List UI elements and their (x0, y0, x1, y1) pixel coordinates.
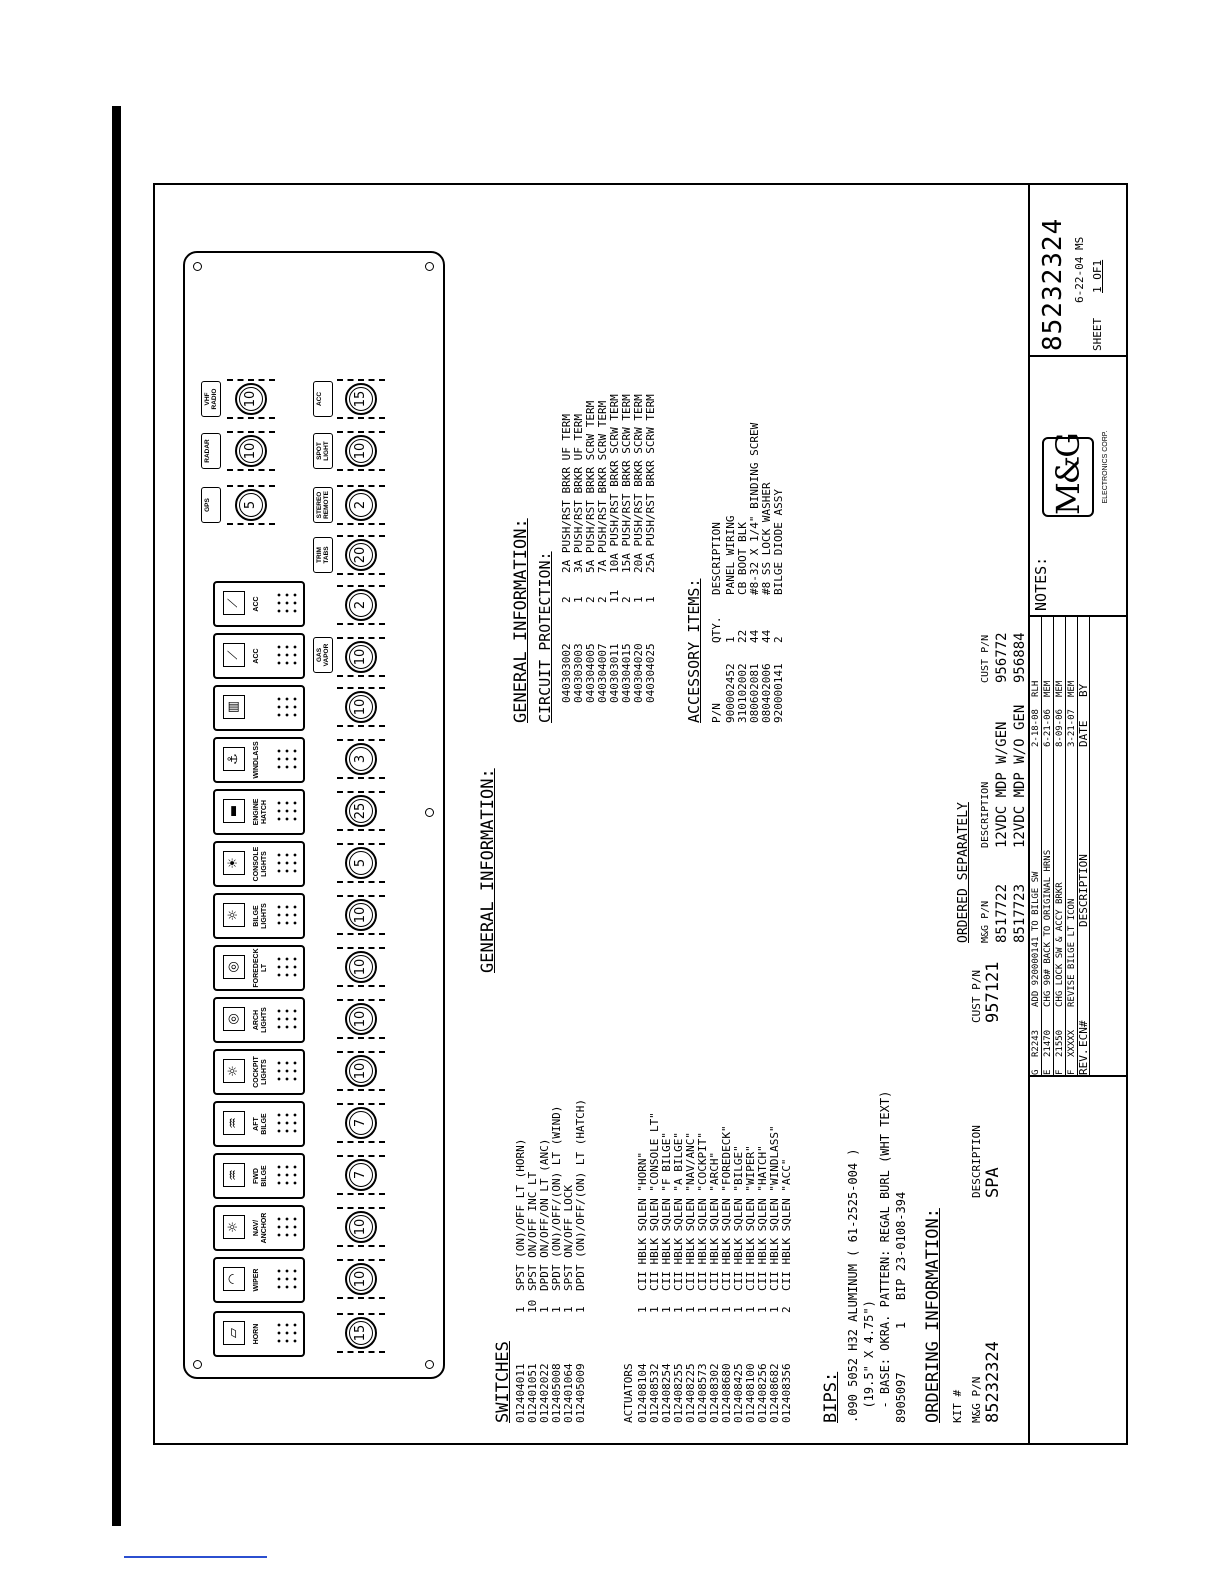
terminal-dots (275, 693, 301, 719)
actuator-row: CII HBLK SQLEN "ACC" (780, 1158, 793, 1291)
revision-cell: F (1055, 1069, 1065, 1075)
sheet-value: 1 OF1 (1091, 259, 1104, 293)
actuator-row: 1 (672, 1306, 685, 1313)
circuit-breaker (337, 895, 385, 935)
terminal-dots (275, 641, 301, 667)
circuit-breaker (337, 1313, 385, 1353)
rocker-switch (213, 1311, 305, 1357)
actuator-row: 1 (660, 1306, 673, 1313)
circuit-row: 11 (608, 589, 621, 603)
terminal-dots (275, 745, 301, 771)
circuit-row: 040304005 (584, 643, 597, 703)
ordering-col-desc: DESCRIPTION (970, 1125, 983, 1198)
bips-title: BIPS: (821, 1371, 841, 1423)
blank-icon: ▥ (223, 695, 245, 719)
breaker-rating: 10 (239, 439, 263, 463)
circuit-breaker (227, 485, 275, 525)
circuit-row: 040304020 (632, 643, 645, 703)
switch-row: 1 (514, 1306, 527, 1313)
circuit-breaker (337, 1103, 385, 1143)
breaker-rating: 10 (349, 1267, 373, 1291)
footer-underline (124, 1556, 267, 1558)
actuator-row: 012408254 (660, 1363, 673, 1423)
revision-cell: 21470 (1043, 1029, 1053, 1057)
switch-row: 1 (574, 1306, 587, 1313)
accessory-row: 44 (748, 629, 761, 643)
ordering-pn: 85232324 (983, 1341, 1003, 1423)
accessory-row: 900002452 (724, 663, 737, 723)
company-logo (1030, 357, 1128, 577)
switch-row: 012402022 (538, 1363, 551, 1423)
accessory-row: 1 (724, 636, 737, 643)
accessory-col-pn: P/N (710, 703, 723, 723)
switches-title: SWITCHES (493, 1341, 513, 1423)
ordering-col-pn: M&G P/N (970, 1376, 983, 1423)
revision-cell: CHG 90# BACK TO ORIGINAL HRNS (1043, 849, 1053, 1007)
circuit-row: 2 (620, 596, 633, 603)
switch-label: WINDLASS (253, 741, 260, 779)
bip-line: (19.5" X 4.75") (862, 1300, 876, 1423)
date-line: 6-22-04 MS (1073, 236, 1086, 303)
actuator-row: 1 (708, 1306, 721, 1313)
switch-label: FWD BILGE (253, 1165, 268, 1187)
actuator-row: CII HBLK SQLEN "HATCH" (756, 1145, 769, 1291)
terminal-dots (275, 849, 301, 875)
rocker-switch (213, 893, 305, 939)
circuit-row: 2A PUSH/RST BRKR UF TERM (560, 414, 573, 573)
rocker-switch (213, 685, 305, 731)
revision-cell: REVISE BILGE LT ICON (1067, 898, 1077, 1007)
breaker-rating: 7 (349, 1163, 373, 1187)
actuator-row: 1 (696, 1306, 709, 1313)
sep-col-cust: CUST P/N (980, 634, 991, 683)
breaker-rating: 10 (349, 1059, 373, 1083)
switch-label: HORN (253, 1323, 260, 1345)
accessory-row: CB BOOT BLK (736, 522, 749, 595)
drawing-sheet (153, 183, 1128, 1445)
switch-label: ACC (253, 648, 260, 664)
light-icon: ☼ (223, 1215, 245, 1239)
circuit-breaker (337, 1207, 385, 1247)
horn-icon: ▱ (223, 1321, 245, 1345)
page-margin-bar (112, 106, 121, 1526)
bip-line: .090 5052 H32 ALUMINUM ( 61-2525-004 ) (846, 1148, 860, 1423)
switch-label: COCKPIT LIGHTS (253, 1056, 268, 1088)
mount-hole (425, 1360, 434, 1369)
circuit-row: 1 (632, 596, 645, 603)
circuit-row: 040304015 (620, 643, 633, 703)
circuit-breaker (337, 791, 385, 831)
actuator-row: CII HBLK SQLEN "F BILGE" (660, 1132, 673, 1291)
revision-cell: 21550 (1055, 1029, 1065, 1057)
terminal-dots (275, 797, 301, 823)
light-icon: ☀ (223, 851, 245, 875)
bip-line: - BASE: OKRA. PATTERN: REGAL BURL (WHT TEXT) (878, 1090, 892, 1423)
breaker-rating: 3 (349, 747, 373, 771)
sep-col-pn: M&G P/N (980, 900, 991, 943)
title-block (1028, 185, 1126, 1443)
rocker-switch (213, 997, 305, 1043)
actuator-row: CII HBLK SQLEN "WIPER" (744, 1145, 757, 1291)
circuit-row: 2 (584, 596, 597, 603)
revision-row (1030, 617, 1042, 1077)
switch-row: 012405008 (550, 1363, 563, 1423)
actuator-row: 012408255 (672, 1363, 685, 1423)
actuators-title: ACTUATORS (622, 1363, 635, 1423)
light-icon: ☼ (223, 903, 245, 927)
rocker-switch (213, 633, 305, 679)
revision-row (1042, 617, 1054, 1077)
revision-cell: ADD 920000141 TO BILGE SW (1031, 871, 1041, 1007)
ordered-separately-title: ORDERED SEPARATELY (956, 802, 971, 943)
circuit-breaker (337, 843, 385, 883)
revision-cell: R2243 (1031, 1029, 1041, 1057)
breaker-rating: 2 (349, 593, 373, 617)
actuator-row: CII HBLK SQLEN "BILGE" (732, 1145, 745, 1291)
actuator-row: CII HBLK SQLEN "ARCH" (708, 1151, 721, 1291)
switch-label: WIPER (253, 1268, 260, 1292)
circuit-breaker (337, 999, 385, 1039)
rocker-switch (213, 581, 305, 627)
switch-label: FOREDECK LT (253, 948, 268, 988)
revision-cell: XXXXX (1067, 1029, 1077, 1057)
rocker-switch (213, 737, 305, 783)
circuit-breaker (337, 1155, 385, 1195)
circuit-row: 040304025 (644, 643, 657, 703)
rocker-switch (213, 789, 305, 835)
actuator-row: CII HBLK SQLEN "COCKPIT" (696, 1132, 709, 1291)
revision-cell: MEM (1043, 680, 1053, 697)
revision-header-cell: BY (1077, 683, 1090, 697)
part-number: 85232324 (1038, 217, 1068, 351)
revision-cell: E (1043, 1069, 1053, 1075)
switch-row: 012401051 (526, 1363, 539, 1423)
circuit-breaker (337, 1051, 385, 1091)
accessory-row: #8 SS LOCK WASHER (760, 482, 773, 595)
actuator-row: 012408532 (648, 1363, 661, 1423)
ordering-cust: 957121 (983, 961, 1003, 1023)
revision-cell: F (1067, 1069, 1077, 1075)
switch-label: NAV/ ANCHOR (253, 1212, 268, 1244)
switch-icon: ⟋ (223, 591, 245, 615)
actuator-row: 1 (648, 1306, 661, 1313)
breaker-tag: TRIM TABS (313, 537, 333, 573)
lamp-icon: ◎ (223, 1007, 245, 1031)
switch-row: 012401064 (562, 1363, 575, 1423)
revision-cell: 2-18-08 (1031, 709, 1041, 747)
circuit-breaker (337, 379, 385, 419)
circuit-protection-title: CIRCUIT PROTECTION: (536, 551, 554, 723)
actuator-row: 1 (768, 1306, 781, 1313)
revision-header (1078, 617, 1090, 1077)
actuator-row: 012408573 (696, 1363, 709, 1423)
breaker-rating: 15 (349, 1321, 373, 1345)
ordering-desc: SPA (983, 1167, 1003, 1198)
switch-row: 10 (526, 1299, 539, 1313)
breaker-tag: VHF RADIO (201, 381, 221, 417)
mount-hole (425, 262, 434, 271)
actuator-row: 012408425 (732, 1363, 745, 1423)
mount-hole (425, 808, 434, 817)
circuit-row: 5A PUSH/RST BRKR SCRW TERM (584, 400, 597, 573)
breaker-rating: 5 (239, 493, 263, 517)
switch-panel (183, 251, 445, 1379)
breaker-rating: 7 (349, 1111, 373, 1135)
revision-header-cell: DATE (1077, 720, 1090, 747)
accessory-row: 080602081 (748, 663, 761, 723)
revision-cell: MEM (1067, 680, 1077, 697)
switch-label: AFT BILGE (253, 1113, 268, 1135)
general-info-title-center: GENERAL INFORMATION: (478, 768, 498, 973)
revision-cell: 8-09-06 (1055, 709, 1065, 747)
hatch-icon: ▬ (223, 799, 245, 823)
circuit-row: 10A PUSH/RST BRKR SCRW TERM (608, 394, 621, 573)
switch-label: ARCH LIGHTS (253, 1007, 268, 1033)
circuit-row: 7A PUSH/RST BRKR SCRW TERM (596, 400, 609, 573)
company-name: ELECTRONICS CORP. (1102, 430, 1109, 504)
circuit-row: 3A PUSH/RST BRKR UF TERM (572, 414, 585, 573)
actuator-row: CII HBLK SQLEN "CONSOLE LT" (648, 1112, 661, 1291)
actuator-row: 1 (720, 1306, 733, 1313)
actuator-row: 1 (684, 1306, 697, 1313)
actuator-row: CII HBLK SQLEN "HORN" (636, 1151, 649, 1291)
switch-label: CONSOLE LIGHTS (253, 846, 268, 882)
wiper-icon: ◠ (223, 1267, 245, 1291)
revision-row (1054, 617, 1066, 1077)
breaker-rating: 5 (349, 851, 373, 875)
switch-row: 1 (562, 1306, 575, 1313)
circuit-breaker (337, 585, 385, 625)
actuator-row: 012408104 (636, 1363, 649, 1423)
switch-label: ACC (253, 596, 260, 612)
actuator-row: 012408302 (708, 1363, 721, 1423)
kit-label: KIT # (951, 1389, 964, 1423)
ordered-separately-row: 956772 (994, 632, 1010, 683)
actuator-row: 012408680 (720, 1363, 733, 1423)
ordered-separately-row: 12VDC MDP W/GEN (994, 721, 1010, 848)
accessory-row: 310102002 (736, 663, 749, 723)
mount-hole (193, 1360, 202, 1369)
terminal-dots (275, 1109, 301, 1135)
actuator-row: 012408100 (744, 1363, 757, 1423)
switch-label: BILGE LIGHTS (253, 903, 268, 929)
terminal-dots (275, 901, 301, 927)
switch-row: 012404011 (514, 1363, 527, 1423)
breaker-tag: SPOT LIGHT (313, 433, 333, 469)
sheet-label: SHEET (1091, 317, 1104, 351)
rocker-switch (213, 1101, 305, 1147)
switch-row: 1 (538, 1306, 551, 1313)
breaker-rating: 10 (349, 1215, 373, 1239)
circuit-breaker (337, 485, 385, 525)
circuit-row: 040303011 (608, 643, 621, 703)
breaker-rating: 10 (349, 903, 373, 927)
general-info-title-right: GENERAL INFORMATION: (511, 518, 531, 723)
bip-line: 8905097 1 BIP 23-0108-394 (894, 1191, 908, 1423)
accessory-row: PANEL WIRING (724, 515, 737, 595)
switch-row: SPST ON/OFF LOCK (562, 1185, 575, 1291)
mount-hole (193, 262, 202, 271)
revision-cell: MEM (1055, 680, 1065, 697)
breaker-rating: 10 (349, 695, 373, 719)
terminal-dots (275, 1319, 301, 1345)
accessory-row: 920000141 (772, 663, 785, 723)
revision-cell: G (1031, 1069, 1041, 1075)
circuit-breaker (337, 687, 385, 727)
actuator-row: 012408225 (684, 1363, 697, 1423)
circuit-breaker (337, 431, 385, 471)
switch-row: DPDT (ON)/OFF/(ON) LT (HATCH) (574, 1098, 587, 1291)
bilge-icon: ♒ (223, 1163, 245, 1187)
breaker-rating: 10 (349, 645, 373, 669)
bilge-icon: ♒ (223, 1111, 245, 1135)
breaker-rating: 15 (349, 387, 373, 411)
rocker-switch (213, 1257, 305, 1303)
rocker-switch (213, 1153, 305, 1199)
terminal-dots (275, 1213, 301, 1239)
circuit-row: 040304007 (596, 643, 609, 703)
ordering-title: ORDERING INFORMATION: (923, 1208, 943, 1423)
ordered-separately-row: 956884 (1012, 632, 1028, 683)
actuator-row: 1 (744, 1306, 757, 1313)
breaker-tag: RADAR (201, 433, 221, 469)
circuit-breaker (227, 379, 275, 419)
actuator-row: 012408256 (756, 1363, 769, 1423)
terminal-dots (275, 1057, 301, 1083)
breaker-tag: GAS VAPOR (313, 637, 333, 673)
revision-header-cell: DESCRIPTION (1077, 854, 1090, 927)
breaker-tag: STEREO REMOTE (313, 487, 333, 523)
terminal-dots (275, 1005, 301, 1031)
breaker-rating: 10 (349, 955, 373, 979)
revision-cell: 6-21-06 (1043, 709, 1053, 747)
revision-cell: CHG LOCK SW & ACCY BRKR (1055, 882, 1065, 1007)
terminal-dots (275, 1161, 301, 1187)
rocker-switch (213, 945, 305, 991)
switch-row: SPDT (ON)/OFF/(ON) LT (WIND) (550, 1105, 563, 1291)
actuator-row: CII HBLK SQLEN "WINDLASS" (768, 1125, 781, 1291)
switch-row: SPST ON/OFF INC LT (526, 1171, 539, 1291)
logo-mark: M&G (1042, 437, 1094, 517)
circuit-row: 040303003 (572, 643, 585, 703)
revision-header-cell: ECN# (1077, 1020, 1090, 1047)
terminal-dots (275, 1265, 301, 1291)
circuit-row: 15A PUSH/RST BRKR SCRW TERM (620, 394, 633, 573)
breaker-tag: ACC (313, 381, 333, 417)
switch-label: ENGINE HATCH (253, 798, 268, 826)
actuator-row: 1 (732, 1306, 745, 1313)
actuator-row: CII HBLK SQLEN "A BILGE" (672, 1132, 685, 1291)
switch-row: 012405009 (574, 1363, 587, 1423)
circuit-breaker (337, 637, 385, 677)
breaker-rating: 10 (349, 439, 373, 463)
ordered-separately-row: 12VDC MDP W/O GEN (1012, 704, 1028, 848)
breaker-rating: 2 (349, 493, 373, 517)
switch-row: 1 (550, 1306, 563, 1313)
breaker-rating: 10 (239, 387, 263, 411)
accessory-row: 2 (772, 636, 785, 643)
ordered-separately-row: 8517723 (1012, 883, 1028, 943)
actuator-row: 2 (780, 1306, 793, 1313)
accessory-row: 22 (736, 629, 749, 643)
circuit-row: 2 (560, 596, 573, 603)
accessory-row: 080402006 (760, 663, 773, 723)
accessory-row: BILGE DIODE ASSY (772, 489, 785, 595)
rocker-switch (213, 1205, 305, 1251)
switch-icon: ⟋ (223, 643, 245, 667)
revision-table (1030, 617, 1128, 1077)
breaker-rating: 20 (349, 543, 373, 567)
actuator-row: CII HBLK SQLEN "FOREDECK" (720, 1125, 733, 1291)
circuit-breaker (337, 1259, 385, 1299)
terminal-dots (275, 953, 301, 979)
actuator-row: 012408356 (780, 1363, 793, 1423)
circuit-breaker (337, 535, 385, 575)
circuit-row: 25A PUSH/RST BRKR SCRW TERM (644, 394, 657, 573)
circuit-row: 20A PUSH/RST BRKR SCRW TERM (632, 394, 645, 573)
rocker-switch (213, 841, 305, 887)
notes-label: NOTES: (1032, 556, 1050, 611)
actuator-row: 012408682 (768, 1363, 781, 1423)
accessory-col-qty: QTY. (710, 616, 723, 643)
drawing-canvas (155, 185, 1126, 1443)
ordering-col-cust: CUST P/N (970, 970, 983, 1023)
anchor-icon: ⚓ (223, 747, 245, 771)
circuit-row: 2 (596, 596, 609, 603)
actuator-row: 1 (636, 1306, 649, 1313)
terminal-dots (275, 589, 301, 615)
circuit-breaker (337, 947, 385, 987)
light-icon: ☼ (223, 1059, 245, 1083)
lamp-icon: ◎ (223, 955, 245, 979)
revision-header-cell: REV. (1077, 1048, 1090, 1075)
breaker-tag: GPS (201, 487, 221, 523)
actuator-row: 1 (756, 1306, 769, 1313)
ordered-separately-row: 8517722 (994, 883, 1010, 943)
sep-col-desc: DESCRIPTION (980, 781, 991, 848)
revision-cell: 3-21-07 (1067, 709, 1077, 747)
circuit-row: 1 (644, 596, 657, 603)
circuit-breaker (337, 739, 385, 779)
accessory-row: #8-32 X 1/4" BINDING SCREW (748, 422, 761, 595)
rocker-switch (213, 1049, 305, 1095)
actuator-row: CII HBLK SQLEN "NAV/ANC" (684, 1132, 697, 1291)
breaker-rating: 25 (349, 799, 373, 823)
breaker-rating: 10 (349, 1007, 373, 1031)
switch-row: DPDT ON/OFF/ON LT (ANC) (538, 1138, 551, 1291)
circuit-breaker (227, 431, 275, 471)
accessory-row: 44 (760, 629, 773, 643)
circuit-row: 040303002 (560, 643, 573, 703)
circuit-row: 1 (572, 596, 585, 603)
switch-row: SPST (ON)/OFF LT (HORN) (514, 1138, 527, 1291)
accessory-col-desc: DESCRIPTION (710, 522, 723, 595)
revision-cell: RLH (1031, 680, 1041, 697)
accessory-title: ACCESSORY ITEMS: (685, 578, 703, 723)
